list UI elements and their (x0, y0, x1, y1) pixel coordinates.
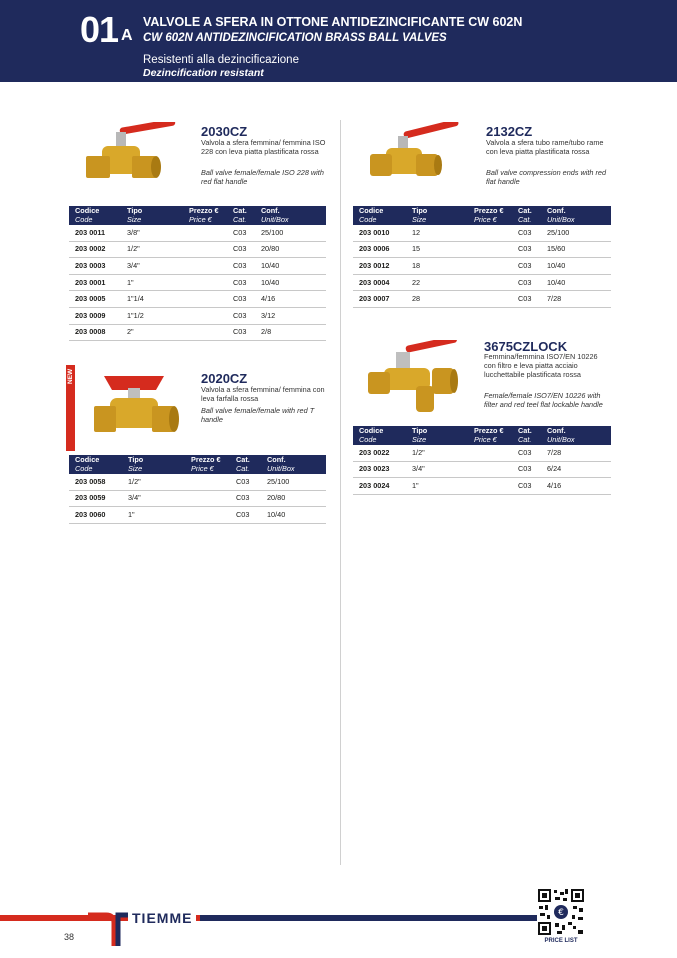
cell-code: 203 0011 (69, 225, 121, 241)
cell-code: 203 0022 (353, 445, 406, 461)
cell-price (468, 461, 512, 478)
price-table-3675czlock (353, 426, 611, 495)
cell-cat: C03 (512, 274, 541, 291)
col-cat: Cat. Cat. (512, 426, 541, 445)
col-code: Codice Code (353, 206, 406, 225)
product-description: Femmina/femmina ISO7/EN 10226 con filtro e leva piatta acciaio lucchettabile plastificata rossa (484, 352, 598, 379)
col-unit-box: Conf. Unit/Box (541, 426, 611, 445)
col-code: Codice Code (69, 455, 122, 474)
brand-mark-icon (88, 912, 130, 946)
filter-ball-valve-lockable-image (366, 340, 472, 420)
col-code: Codice Code (69, 206, 121, 225)
cell-size: 3/4" (121, 258, 183, 275)
cell-cat: C03 (512, 461, 541, 478)
cell-cat: C03 (512, 445, 541, 461)
cell-cat: C03 (230, 507, 261, 524)
cell-size: 1" (406, 478, 468, 495)
cell-code: 203 0009 (69, 307, 121, 324)
cell-code: 203 0008 (69, 324, 121, 341)
cell-size: 3/8" (121, 225, 183, 241)
cell-size: 22 (406, 274, 468, 291)
col-price: Prezzo € Price € (468, 206, 512, 225)
table-row (353, 291, 611, 308)
cell-unit-box: 10/40 (255, 258, 326, 275)
cell-price (468, 291, 512, 308)
cell-code: 203 0059 (69, 490, 122, 507)
ball-valve-red-lever-image (80, 122, 185, 197)
table-row (353, 258, 611, 275)
cell-size: 12 (406, 225, 468, 241)
cell-price (468, 274, 512, 291)
cell-cat: C03 (512, 241, 541, 258)
table-row (353, 478, 611, 495)
price-table-2020cz (69, 455, 326, 524)
cell-price (468, 478, 512, 495)
page-header (0, 0, 677, 82)
table-header-row (69, 455, 326, 474)
page-number: 38 (64, 932, 75, 942)
cell-unit-box: 7/28 (541, 291, 611, 308)
table-row (353, 461, 611, 478)
product-description: Valvola a sfera femmina/ femmina ISO 228 con leva piatta plastificata rossa (201, 138, 326, 156)
cell-size: 3/4" (122, 490, 185, 507)
table-row (353, 241, 611, 258)
cell-size: 1" (122, 507, 185, 524)
cell-code: 203 0002 (69, 241, 121, 258)
cell-cat: C03 (512, 478, 541, 495)
cell-price (183, 241, 227, 258)
cell-size: 1" (121, 274, 183, 291)
cell-cat: C03 (227, 241, 255, 258)
cell-cat: C03 (230, 474, 261, 490)
cell-size: 1/2" (122, 474, 185, 490)
cell-size: 1"1/2 (121, 307, 183, 324)
col-size: Tipo Size (121, 206, 183, 225)
table-row (353, 445, 611, 461)
product-description-english: Ball valve female/female ISO 228 with red flat handle (201, 168, 324, 186)
col-cat: Cat. Cat. (227, 206, 255, 225)
product-code-3675czlock: 3675CZLOCK (484, 339, 568, 354)
table-row (69, 474, 326, 490)
product-description-english: Ball valve female/female with red T handle (201, 406, 315, 424)
cell-code: 203 0001 (69, 274, 121, 291)
cell-code: 203 0005 (69, 291, 121, 308)
product-code-2030cz: 2030CZ (201, 124, 248, 139)
price-table-2030cz (69, 206, 326, 341)
cell-price (468, 241, 512, 258)
col-unit-box: Conf. Unit/Box (255, 206, 326, 225)
ball-valve-red-t-handle-image (86, 368, 182, 444)
cell-unit-box: 25/100 (255, 225, 326, 241)
cell-price (183, 225, 227, 241)
cell-unit-box: 20/80 (261, 490, 326, 507)
section-letter: A (121, 27, 133, 44)
table-header-row (353, 426, 611, 445)
table-row (69, 507, 326, 524)
compression-ball-valve-image (366, 122, 466, 194)
cell-price (183, 307, 227, 324)
col-price: Prezzo € Price € (183, 206, 227, 225)
cell-unit-box: 3/12 (255, 307, 326, 324)
price-table-2132cz (353, 206, 611, 308)
cell-cat: C03 (512, 258, 541, 275)
cell-cat: C03 (227, 258, 255, 275)
table-row (69, 225, 326, 241)
svg-text:€: € (558, 908, 564, 918)
cell-unit-box: 10/40 (541, 274, 611, 291)
cell-code: 203 0012 (353, 258, 406, 275)
product-code-2020cz: 2020CZ (201, 371, 248, 386)
cell-unit-box: 25/100 (541, 225, 611, 241)
cell-size: 15 (406, 241, 468, 258)
cell-price (468, 258, 512, 275)
table-row (69, 307, 326, 324)
page-title: VALVOLE A SFERA IN OTTONE ANTIDEZINCIFICANTE CW 602N (143, 15, 523, 29)
cell-price (183, 324, 227, 341)
cell-cat: C03 (227, 291, 255, 308)
table-row (69, 274, 326, 291)
table-header-row (353, 206, 611, 225)
cell-price (468, 445, 512, 461)
cell-price (468, 225, 512, 241)
table-row (353, 225, 611, 241)
cell-price (183, 291, 227, 308)
cell-cat: C03 (227, 274, 255, 291)
col-size: Tipo Size (406, 426, 468, 445)
cell-unit-box: 7/28 (541, 445, 611, 461)
cell-size: 1/2" (121, 241, 183, 258)
cell-unit-box: 10/40 (255, 274, 326, 291)
table-row (69, 241, 326, 258)
table-row (69, 258, 326, 275)
table-row (69, 490, 326, 507)
cell-unit-box: 10/40 (541, 258, 611, 275)
cell-price (183, 274, 227, 291)
cell-cat: C03 (512, 291, 541, 308)
col-code: Codice Code (353, 426, 406, 445)
cell-code: 203 0003 (69, 258, 121, 275)
page-title-english: CW 602N ANTIDEZINCIFICATION BRASS BALL VALVES (143, 32, 447, 44)
cell-unit-box: 25/100 (261, 474, 326, 490)
col-unit-box: Conf. Unit/Box (541, 206, 611, 225)
col-size: Tipo Size (122, 455, 185, 474)
cell-cat: C03 (227, 225, 255, 241)
subsection-title: Resistenti alla dezincificazione (143, 54, 299, 66)
cell-code: 203 0007 (353, 291, 406, 308)
brand-logo: TIEMME (128, 908, 196, 928)
cell-size: 18 (406, 258, 468, 275)
cell-code: 203 0004 (353, 274, 406, 291)
cell-code: 203 0024 (353, 478, 406, 495)
section-number: 01 (80, 9, 119, 50)
col-unit-box: Conf. Unit/Box (261, 455, 326, 474)
cell-unit-box: 4/16 (255, 291, 326, 308)
cell-unit-box: 6/24 (541, 461, 611, 478)
cell-size: 2" (121, 324, 183, 341)
cell-code: 203 0058 (69, 474, 122, 490)
cell-cat: C03 (227, 307, 255, 324)
new-badge-label: NEW (67, 368, 74, 384)
cell-price (185, 507, 230, 524)
cell-unit-box: 4/16 (541, 478, 611, 495)
cell-unit-box: 15/60 (541, 241, 611, 258)
col-cat: Cat. Cat. (230, 455, 261, 474)
product-description-english: Female/female ISO7/EN 10226 with filter and red teel flat lockable handle (484, 391, 603, 409)
cell-price (185, 474, 230, 490)
cell-size: 1/2" (406, 445, 468, 461)
cell-price (185, 490, 230, 507)
cell-cat: C03 (227, 324, 255, 341)
footer-navy-line (200, 915, 540, 921)
col-price: Prezzo € Price € (468, 426, 512, 445)
product-code-2132cz: 2132CZ (486, 124, 533, 139)
cell-code: 203 0006 (353, 241, 406, 258)
cell-unit-box: 2/8 (255, 324, 326, 341)
col-cat: Cat. Cat. (512, 206, 541, 225)
price-list-label: PRICE LIST (544, 938, 578, 944)
cell-size: 3/4" (406, 461, 468, 478)
cell-code: 203 0060 (69, 507, 122, 524)
col-size: Tipo Size (406, 206, 468, 225)
cell-code: 203 0023 (353, 461, 406, 478)
product-description: Valvola a sfera tubo rame/tubo rame con leva piatta plastificata rossa (486, 138, 604, 156)
product-description-english: Ball valve compression ends with red flat handle (486, 168, 607, 186)
table-row (353, 274, 611, 291)
col-price: Prezzo € Price € (185, 455, 230, 474)
cell-cat: C03 (230, 490, 261, 507)
cell-unit-box: 10/40 (261, 507, 326, 524)
table-row (69, 291, 326, 308)
cell-cat: C03 (512, 225, 541, 241)
subsection-title-english: Dezincification resistant (143, 67, 264, 79)
column-divider (340, 120, 341, 865)
table-header-row (69, 206, 326, 225)
table-row (69, 324, 326, 341)
cell-unit-box: 20/80 (255, 241, 326, 258)
cell-size: 28 (406, 291, 468, 308)
product-description: Valvola a sfera femmina/ femmina con leva farfalla rossa (201, 385, 325, 403)
cell-size: 1"1/4 (121, 291, 183, 308)
price-list-qr-code-icon[interactable] (537, 888, 585, 936)
cell-code: 203 0010 (353, 225, 406, 241)
cell-price (183, 258, 227, 275)
